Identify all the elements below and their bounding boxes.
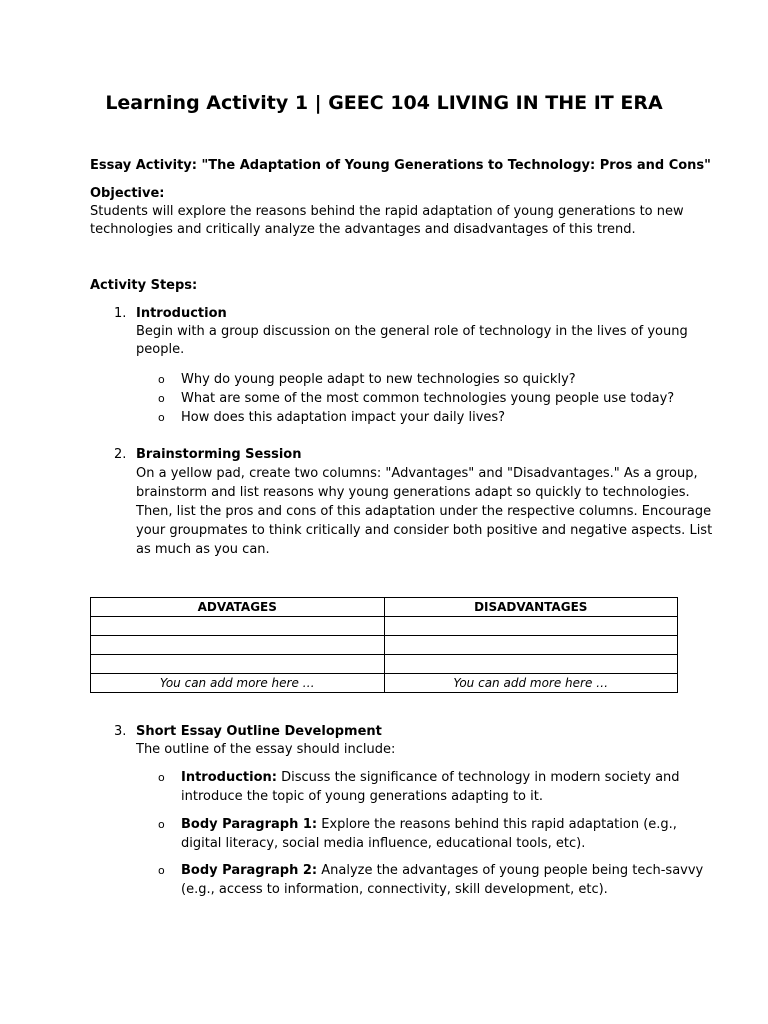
bullet-icon: o (158, 411, 165, 424)
bullet-icon: o (158, 373, 165, 386)
step2-text-line: your groupmates to think critically and consider both positive and negative aspects. List (136, 523, 713, 538)
step2-text-line: Then, list the pros and cons of this adaptation under the respective columns. Encourage (136, 504, 712, 519)
table-header-row (91, 598, 678, 617)
step2-text-line: as much as you can. (136, 542, 270, 557)
objective-line: Students will explore the reasons behind the rapid adaptation of young generations to new (90, 204, 684, 219)
table-header-advantages: ADVATAGES (91, 598, 385, 617)
objective-heading: Objective: (90, 186, 165, 201)
step1-heading: Introduction (136, 306, 227, 321)
outline-item-label: Body Paragraph 1: (181, 817, 318, 832)
pros-cons-table (90, 597, 678, 693)
step2-text-line: brainstorm and list reasons why young generations adapt so quickly to technologies. (136, 485, 690, 500)
table-cell (384, 636, 678, 655)
step1-bullet-item: How does this adaptation impact your daily lives? (181, 410, 506, 425)
outline-item-line (181, 768, 680, 787)
step3-intro: The outline of the essay should include: (136, 742, 396, 757)
table-row (91, 636, 678, 655)
step1-bullet-item: What are some of the most common technologies young people use today? (181, 391, 675, 406)
outline-item-text: Analyze the advantages of young people being tech-savvy (317, 863, 704, 878)
step2-text-line: On a yellow pad, create two columns: "Advantages" and "Disadvantages." As a group, (136, 466, 698, 481)
bullet-icon: o (158, 818, 165, 831)
outline-item-label: Body Paragraph 2: (181, 863, 318, 878)
step3-heading: Short Essay Outline Development (136, 724, 382, 739)
table-note-cell: You can add more here … (91, 674, 385, 693)
outline-item-line: (e.g., access to information, connectivity, skill development, etc). (181, 882, 608, 897)
table-cell (91, 636, 385, 655)
step-number: 3. (114, 724, 127, 739)
step2-heading: Brainstorming Session (136, 447, 302, 462)
step-number: 2. (114, 447, 127, 462)
step1-bullet-item: Why do young people adapt to new technologies so quickly? (181, 372, 576, 387)
outline-item-line: introduce the topic of young generations adapting to it. (181, 789, 543, 804)
table-footer-row (91, 674, 678, 693)
step1-text-line: people. (136, 342, 185, 357)
table-header-disadvantages: DISADVANTAGES (384, 598, 678, 617)
outline-item-label: Introduction: (181, 770, 277, 785)
table-cell (91, 655, 385, 674)
table-row (91, 655, 678, 674)
page-title: Learning Activity 1 | GEEC 104 LIVING IN THE IT ERA (105, 92, 663, 114)
table-row (91, 617, 678, 636)
objective-line: technologies and critically analyze the advantages and disadvantages of this trend. (90, 222, 636, 237)
step1-text-line: Begin with a group discussion on the general role of technology in the lives of young (136, 324, 688, 339)
step-number: 1. (114, 306, 127, 321)
outline-item-line: digital literacy, social media influence, educational tools, etc). (181, 836, 586, 851)
activity-steps-heading: Activity Steps: (90, 278, 198, 293)
bullet-icon: o (158, 864, 165, 877)
table-note-cell: You can add more here … (384, 674, 678, 693)
table-cell (384, 617, 678, 636)
bullet-icon: o (158, 771, 165, 784)
outline-item-text: Discuss the significance of technology in modern society and (276, 770, 680, 785)
table-cell (91, 617, 385, 636)
outline-item-line (181, 815, 677, 834)
table-cell (384, 655, 678, 674)
outline-item-line (181, 861, 703, 880)
bullet-icon: o (158, 392, 165, 405)
outline-item-text: Explore the reasons behind this rapid adaptation (e.g., (317, 817, 677, 832)
essay-activity-heading: Essay Activity: "The Adaptation of Young Generations to Technology: Pros and Cons" (90, 158, 711, 173)
